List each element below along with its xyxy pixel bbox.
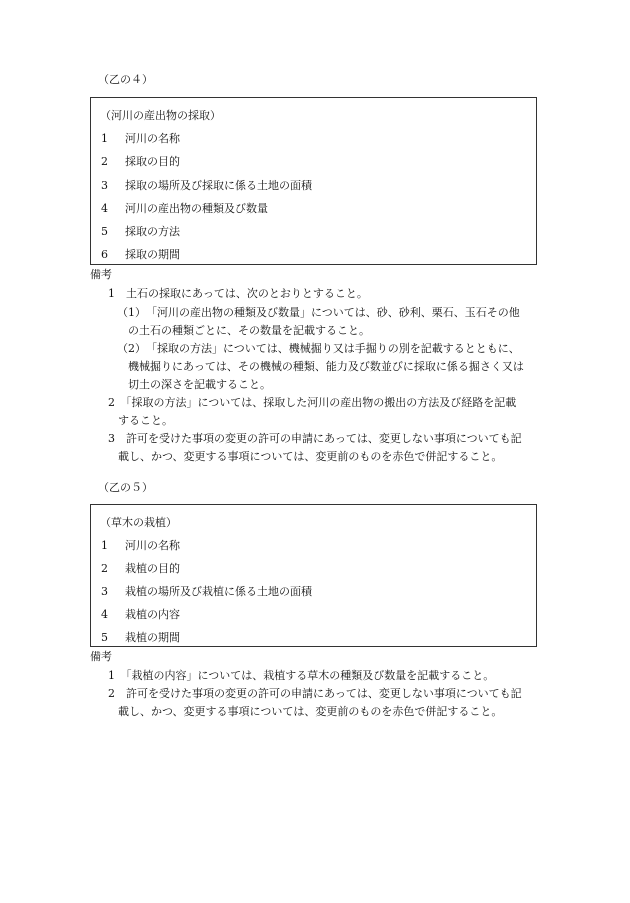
list-item: 5 栽植の期間 xyxy=(101,631,180,644)
list-item: 3 採取の場所及び採取に係る土地の面積 xyxy=(101,179,312,192)
item-box xyxy=(90,97,537,265)
list-item: 1 河川の名称 xyxy=(101,539,180,552)
list-item: 2 栽植の目的 xyxy=(101,562,180,575)
remark-line: 2 「採取の方法」については、採取した河川の産出物の搬出の方法及び経路を記載 xyxy=(108,396,517,409)
list-item: 4 栽植の内容 xyxy=(101,608,180,621)
remark-line: の土石の種類ごとに、その数量を記載すること。 xyxy=(128,324,370,337)
remark-line: 2 許可を受けた事項の変更の許可の申請にあっては、変更しない事項についても記 xyxy=(108,687,522,700)
remark-line: すること。 xyxy=(118,414,173,427)
remark-line: 1 土石の採取にあっては、次のとおりとすること。 xyxy=(108,287,368,300)
section-label: （乙の５） xyxy=(98,481,153,494)
box-title: （河川の産出物の採取） xyxy=(100,109,221,122)
list-item: 1 河川の名称 xyxy=(101,132,180,145)
remark-line: 機械掘りにあっては、その機械の種類、能力及び数並びに採取に係る掘さく又は xyxy=(128,360,524,373)
remarks-title: 備考 xyxy=(90,268,112,281)
remarks-title: 備考 xyxy=(90,650,112,663)
box-title: （草木の栽植） xyxy=(100,516,177,529)
list-item: 4 河川の産出物の種類及び数量 xyxy=(101,202,268,215)
remark-line: 載し、かつ、変更する事項については、変更前のものを赤色で併記すること。 xyxy=(118,705,503,718)
remark-line: 切土の深さを記載すること。 xyxy=(128,378,271,391)
remark-line: 3 許可を受けた事項の変更の許可の申請にあっては、変更しない事項についても記 xyxy=(108,432,522,445)
list-item: 6 採取の期間 xyxy=(101,248,180,261)
list-item: 2 採取の目的 xyxy=(101,155,180,168)
remark-line: （2） 「採取の方法」については、機械掘り又は手掘りの別を記載するとともに、 xyxy=(117,342,520,355)
remark-line: 1 「栽植の内容」については、栽植する草木の種類及び数量を記載すること。 xyxy=(108,669,495,682)
list-item: 3 栽植の場所及び栽植に係る土地の面積 xyxy=(101,585,312,598)
section-label: （乙の４） xyxy=(98,73,153,86)
remark-line: 載し、かつ、変更する事項については、変更前のものを赤色で併記すること。 xyxy=(118,450,503,463)
item-box xyxy=(90,504,537,647)
remark-line: （1） 「河川の産出物の種類及び数量」については、砂、砂利、栗石、玉石その他 xyxy=(117,306,520,319)
list-item: 5 採取の方法 xyxy=(101,225,180,238)
